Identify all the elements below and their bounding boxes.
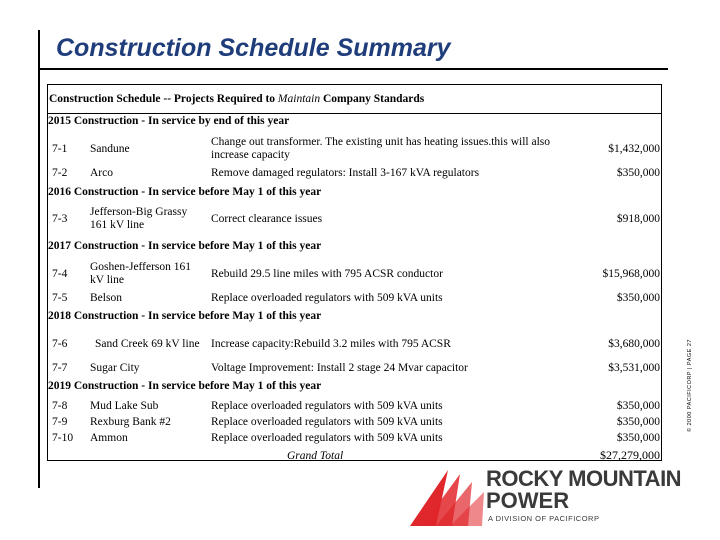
project-name: Ammon (90, 432, 128, 444)
logo-mark-icon (408, 468, 488, 528)
project-name: Mud Lake Sub (90, 400, 159, 412)
project-name: Rexburg Bank #2 (90, 416, 171, 428)
grand-total-value: $27,279,000 (600, 448, 660, 462)
project-cost: $3,680,000 (608, 338, 660, 350)
project-description: Rebuild 29.5 line miles with 795 ACSR conductor (211, 268, 443, 280)
project-name: Goshen-Jefferson 161 kV line (90, 261, 192, 286)
project-id: 7-3 (52, 213, 68, 225)
project-cost: $350,000 (616, 292, 660, 304)
project-name: Belson (90, 292, 122, 304)
logo-text-line1: ROCKY MOUNTAIN (486, 466, 682, 491)
project-id: 7-5 (52, 292, 68, 304)
project-id: 7-9 (52, 416, 68, 428)
project-id: 7-4 (52, 268, 68, 280)
project-cost: $1,432,000 (608, 143, 660, 155)
table-header: Construction Schedule -- Projects Required to Maintain Company Standards (49, 93, 425, 105)
project-id: 7-6 (52, 338, 68, 350)
project-id: 7-10 (52, 432, 74, 444)
project-id: 7-2 (52, 167, 68, 179)
project-description: Change out transformer. The existing unit has heating issues.this will also increase capacity (211, 136, 550, 161)
logo-text-line2: POWER (486, 488, 570, 513)
project-id: 7-7 (52, 362, 68, 374)
title-underline (38, 68, 668, 70)
section-heading-2017: 2017 Construction - In service before May 1 of this year (48, 240, 322, 252)
section-heading-2015: 2015 Construction - In service by end of this year (48, 115, 290, 127)
construction-schedule-table (47, 84, 662, 462)
frame-left-rule (38, 30, 40, 488)
project-cost: $3,531,000 (608, 362, 660, 374)
project-description: Correct clearance issues (211, 213, 323, 225)
project-cost: $350,000 (616, 432, 660, 444)
logo-subtitle: A DIVISION OF PACIFICORP (488, 514, 600, 523)
project-description: Replace overloaded regulators with 509 kVA units (211, 400, 443, 412)
project-cost: $350,000 (616, 416, 660, 428)
project-cost: $350,000 (616, 400, 660, 412)
project-description: Replace overloaded regulators with 509 kVA units (211, 416, 443, 428)
project-description: Remove damaged regulators: Install 3-167 kVA regulators (211, 167, 480, 179)
project-description: Increase capacity:Rebuild 3.2 miles with 795 ACSR (211, 338, 451, 350)
project-cost: $918,000 (616, 213, 660, 225)
project-description: Voltage Improvement: Install 2 stage 24 Mvar capacitor (211, 362, 468, 374)
project-cost: $15,968,000 (602, 268, 660, 280)
section-heading-2016: 2016 Construction - In service before May 1 of this year (48, 186, 322, 198)
project-name: Sandune (90, 143, 130, 155)
project-id: 7-1 (52, 143, 68, 155)
copyright-notice: © 2000 PACIFICORP | PAGE 27 (687, 339, 693, 432)
project-name: Arco (90, 167, 113, 179)
section-heading-2018: 2018 Construction - In service before May 1 of this year (48, 310, 322, 322)
project-name: Sand Creek 69 kV line (95, 338, 200, 350)
project-id: 7-8 (52, 400, 68, 412)
project-name: Jefferson-Big Grassy 161 kV line (90, 206, 188, 231)
project-name: Sugar City (90, 362, 140, 374)
section-heading-2019: 2019 Construction - In service before May 1 of this year (48, 380, 322, 392)
project-cost: $350,000 (616, 167, 660, 179)
company-logo (408, 466, 708, 534)
grand-total-label: Grand Total (287, 450, 344, 462)
project-description: Replace overloaded regulators with 509 kVA units (211, 292, 443, 304)
page-title: Construction Schedule Summary (56, 34, 451, 62)
project-description: Replace overloaded regulators with 509 kVA units (211, 432, 443, 444)
